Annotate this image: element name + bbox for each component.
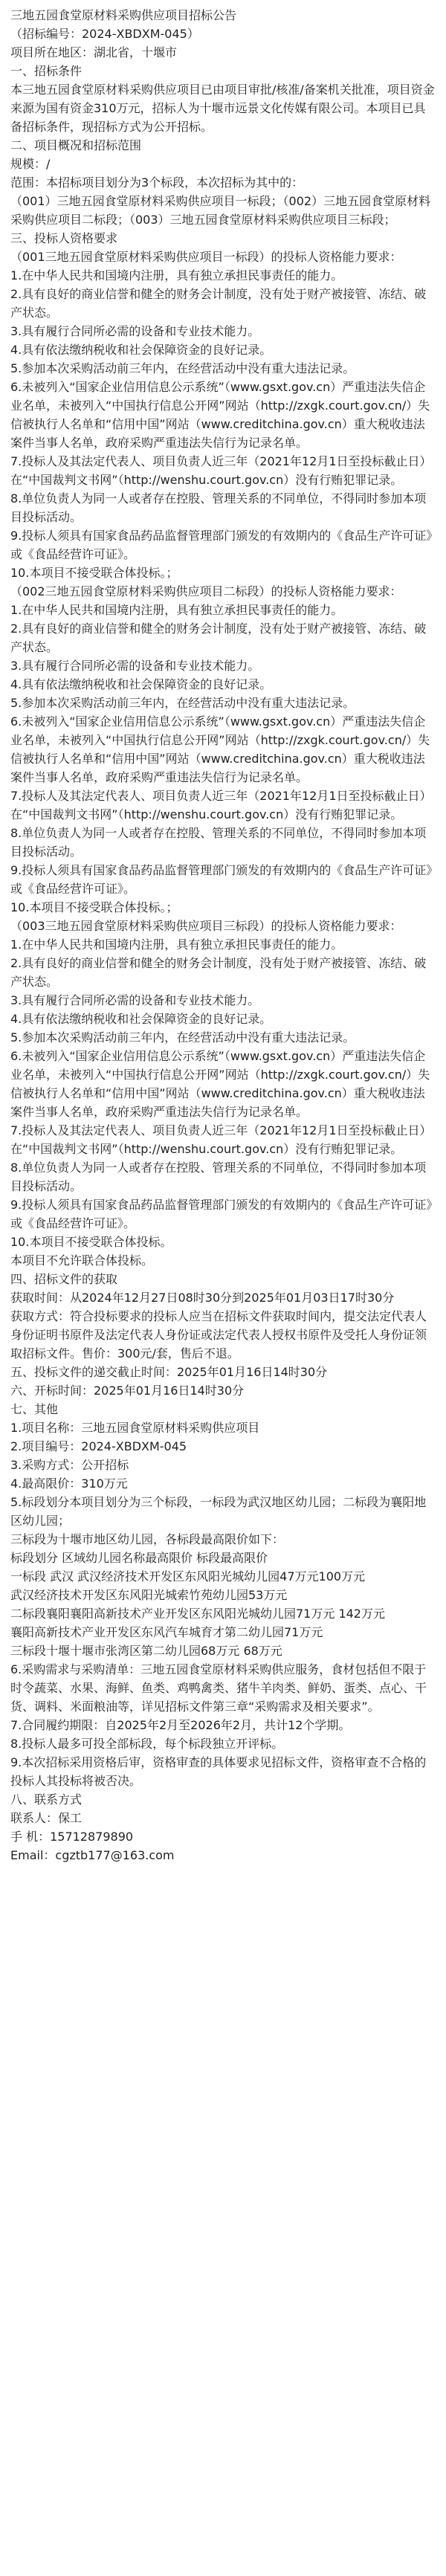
acquisition-method: 获取方式：符合投标要求的投标人应当在招标文件获取时间内，提交法定代表人身份证明书原件及法定代表人身份证或法定代表人授权书原件及受托人身份证领取招标文件。售价：300元/套，售后不退。 xyxy=(10,1309,427,1360)
lot2-requirement-7: 7.投标人及其法定代表人、项目负责人近三年（2021年12月1日至投标截止日）在“中国裁判文书网”（http://wenshu.court.gov.cn）没有行贿犯罪记录。 xyxy=(10,789,432,821)
section-heading-tender-conditions: 一、招标条件 xyxy=(10,64,83,78)
contact-phone: 手 机：15712879890 xyxy=(10,1830,134,1844)
lot1-requirement-1: 1.在中华人民共和国境内注册，具有独立承担民事责任的能力。 xyxy=(10,268,343,283)
lot3-requirement-1: 1.在中华人民共和国境内注册，具有独立承担民事责任的能力。 xyxy=(10,937,343,952)
lot2-requirement-2: 2.具有良好的商业信誉和健全的财务会计制度，没有处于财产被接管、冻结、破产状态。 xyxy=(10,622,427,654)
project-scale: 规模：/ xyxy=(10,157,51,171)
bid-submission-deadline: 五、投标文件的递交截止时间：2025年01月16日14时30分 xyxy=(10,1365,328,1379)
lot1-qualification-heading: （001三地五园食堂原材料采购供应项目一标段）的投标人资格能力要求： xyxy=(10,250,402,264)
contact-person: 联系人：保工 xyxy=(10,1811,83,1825)
lot3-requirement-8: 8.单位负责人为同一人或者存在控股、管理关系的不同单位，不得同时参加本项目投标活动。 xyxy=(10,1161,427,1193)
lot2-requirement-8: 8.单位负责人为同一人或者存在控股、管理关系的不同单位，不得同时参加本项目投标活动。 xyxy=(10,826,427,859)
lot2-requirement-10: 10.本项目不接受联合体投标。； xyxy=(10,900,178,914)
section-heading-other: 七、其他 xyxy=(10,1402,59,1416)
contract-period: 7.合同履约期限：自2025年2月至2026年2月，共计12个学期。 xyxy=(10,1718,351,1732)
price-row-lot1-b: 武汉经济技术开发区东风阳光城索竹苑幼儿园53万元 xyxy=(10,1588,288,1602)
lot1-requirement-4: 4.具有依法缴纳税收和社会保障资金的良好记录。 xyxy=(10,343,272,357)
price-row-lot3: 三标段十堰十堰市张湾区第二幼儿园68万元 68万元 xyxy=(10,1644,282,1658)
lot3-requirement-6: 6.未被列入“国家企业信用信息公示系统”（www.gsxt.gov.cn）严重违法失信企业名单，未被列入“中国执行信息公开网”网站（http://zxgk.court.gov.cn/）失信被执行人名单和“信用中国”网站（www.creditchina.gov.cn）重大税收违法案件当事人名单，政府采购严重违法失信行为记录名单。 xyxy=(10,1049,430,1119)
contact-email: Email：cgztb177@163.com xyxy=(10,1848,175,1862)
lot3-requirement-3: 3.具有履行合同所必需的设备和专业技术能力。 xyxy=(10,993,260,1007)
lot2-requirement-3: 3.具有履行合同所必需的设备和专业技术能力。 xyxy=(10,659,260,673)
lot1-requirement-3: 3.具有履行合同所必需的设备和专业技术能力。 xyxy=(10,324,260,338)
lot1-requirement-2: 2.具有良好的商业信誉和健全的财务会计制度，没有处于财产被接管、冻结、破产状态。 xyxy=(10,287,427,320)
bid-opening-time: 六、开标时间：2025年01月16日14时30分 xyxy=(10,1384,245,1398)
lot-division-text: 5.标段划分本项目划分为三个标段，一标段为武汉地区幼儿园；二标段为襄阳地区幼儿园； xyxy=(10,1495,427,1528)
lot1-requirement-7: 7.投标人及其法定代表人、项目负责人近三年（2021年12月1日至投标截止日）在“中国裁判文书网”（http://wenshu.court.gov.cn）没有行贿犯罪记录。 xyxy=(10,454,432,487)
bidding-scope-note: 8.投标人最多可投全部标段，每个标段独立开评标。 xyxy=(10,1737,284,1751)
other-project-name: 1.项目名称：三地五园食堂原材料采购供应项目 xyxy=(10,1421,260,1435)
lot2-requirement-4: 4.具有依法缴纳税收和社会保障资金的良好记录。 xyxy=(10,677,272,691)
procurement-requirements: 6.采购需求与采购清单：三地五园食堂原材料采购供应服务，食材包括但不限于时令蔬菜、水果、海鲜、鱼类、鸡鸭禽类、猪牛羊肉类、鲜奶、蛋类、点心、干货、调料、米面粮油等，详见招标文件第三章“采购需求及相关要求”。 xyxy=(10,1662,427,1714)
lot3-requirement-9: 9.投标人须具有国家食品药品监督管理部门颁发的有效期内的《食品生产许可证》或《食品经营许可证》。 xyxy=(10,1198,433,1230)
project-scope: 范围：本招标项目划分为3个标段，本次招标为其中的： xyxy=(10,175,304,190)
tender-conditions-text: 本三地五园食堂原材料采购供应项目已由项目审批/核准/备案机关批准，项目资金来源为国有资金310万元，招标人为十堰市远景文化传媒有限公司。本项目已具备招标条件，现招标方式为公开招标。 xyxy=(10,83,435,134)
lot3-requirement-5: 5.参加本次采购活动前三年内，在经营活动中没有重大违法记录。 xyxy=(10,1030,355,1045)
lot2-requirement-9: 9.投标人须具有国家食品药品监督管理部门颁发的有效期内的《食品生产许可证》或《食品经营许可证》。 xyxy=(10,863,433,896)
lot1-requirement-10: 10.本项目不接受联合体投标。； xyxy=(10,566,178,580)
no-joint-bid-note: 本项目不允许联合体投标。 xyxy=(10,1253,154,1268)
project-location: 项目所在地区：湖北省，十堰市 xyxy=(10,45,178,59)
other-project-number: 2.项目编号：2024-XBDXM-045 xyxy=(10,1439,187,1453)
other-max-price: 4.最高限价：310万元 xyxy=(10,1476,128,1491)
lot3-requirement-10: 10.本项目不接受联合体投标。 xyxy=(10,1235,172,1249)
section-heading-contact: 八、联系方式 xyxy=(10,1792,83,1807)
lot1-requirement-9: 9.投标人须具有国家食品药品监督管理部门颁发的有效期内的《食品生产许可证》或《食品经营许可证》。 xyxy=(10,529,433,561)
section-heading-qualifications: 三、投标人资格要求 xyxy=(10,231,118,245)
section-heading-project-overview: 二、项目概况和招标范围 xyxy=(10,138,142,152)
section-heading-document-acquisition: 四、招标文件的获取 xyxy=(10,1272,118,1286)
lot3-requirement-4: 4.具有依法缴纳税收和社会保障资金的良好记录。 xyxy=(10,1012,272,1026)
lot-division-continued: 三标段为十堰市地区幼儿园，各标段最高限价如下： xyxy=(10,1532,285,1546)
lot3-qualification-heading: （003三地五园食堂原材料采购供应项目三标段）的投标人资格能力要求： xyxy=(10,919,402,933)
lot3-requirement-7: 7.投标人及其法定代表人、项目负责人近三年（2021年12月1日至投标截止日）在“中国裁判文书网”（http://wenshu.court.gov.cn）没有行贿犯罪记录。 xyxy=(10,1123,432,1156)
doc-title: 三地五园食堂原材料采购供应项目招标公告 xyxy=(10,8,237,22)
qualification-review-note: 9.本次招标采用资格后审，资格审查的具体要求见招标文件，资格审查不合格的投标人其投标将被否决。 xyxy=(10,1755,427,1788)
price-row-lot1-a: 一标段 武汉 武汉经济技术开发区东风阳光城幼儿园47万元100万元 xyxy=(10,1569,366,1584)
price-row-lot2-b: 襄阳高新技术产业开发区东风汽车城育才第二幼儿园71万元 xyxy=(10,1625,323,1639)
lot1-requirement-8: 8.单位负责人为同一人或者存在控股、管理关系的不同单位，不得同时参加本项目投标活动。 xyxy=(10,491,427,524)
lot1-requirement-5: 5.参加本次采购活动前三年内，在经营活动中没有重大违法记录。 xyxy=(10,361,355,375)
tender-number: （招标编号：2024-XBDXM-045） xyxy=(10,27,199,41)
price-table-header: 标段划分 区域幼儿园名称最高限价 标段最高限价 xyxy=(10,1551,268,1565)
acquisition-time: 获取时间：从2024年12月27日08时30分到2025年01月03日17时30分 xyxy=(10,1291,395,1305)
price-row-lot2-a: 二标段襄阳襄阳高新技术产业开发区东风阳光城幼儿园71万元 142万元 xyxy=(10,1607,385,1621)
other-procurement-method: 3.采购方式：公开招标 xyxy=(10,1458,129,1472)
lot2-requirement-1: 1.在中华人民共和国境内注册，具有独立承担民事责任的能力。 xyxy=(10,603,343,617)
lot2-requirement-5: 5.参加本次采购活动前三年内，在经营活动中没有重大违法记录。 xyxy=(10,696,355,710)
lot2-qualification-heading: （002三地五园食堂原材料采购供应项目二标段）的投标人资格能力要求： xyxy=(10,584,402,598)
lot3-requirement-2: 2.具有良好的商业信誉和健全的财务会计制度，没有处于财产被接管、冻结、破产状态。 xyxy=(10,956,427,989)
lot2-requirement-6: 6.未被列入“国家企业信用信息公示系统”（www.gsxt.gov.cn）严重违法失信企业名单，未被列入“中国执行信息公开网”网站（http://zxgk.court.gov.cn/）失信被执行人名单和“信用中国”网站（www.creditchina.gov.cn）重大税收违法案件当事人名单，政府采购严重违法失信行为记录名单。 xyxy=(10,714,430,784)
lot-list: （001）三地五园食堂原材料采购供应项目一标段；（002）三地五园食堂原材料采购供应项目二标段；（003）三地五园食堂原材料采购供应项目三标段； xyxy=(10,194,431,227)
lot1-requirement-6: 6.未被列入“国家企业信用信息公示系统”（www.gsxt.gov.cn）严重违法失信企业名单，未被列入“中国执行信息公开网”网站（http://zxgk.court.gov.cn/）失信被执行人名单和“信用中国”网站（www.creditchina.gov.cn）重大税收违法案件当事人名单，政府采购严重违法失信行为记录名单。 xyxy=(10,380,430,450)
